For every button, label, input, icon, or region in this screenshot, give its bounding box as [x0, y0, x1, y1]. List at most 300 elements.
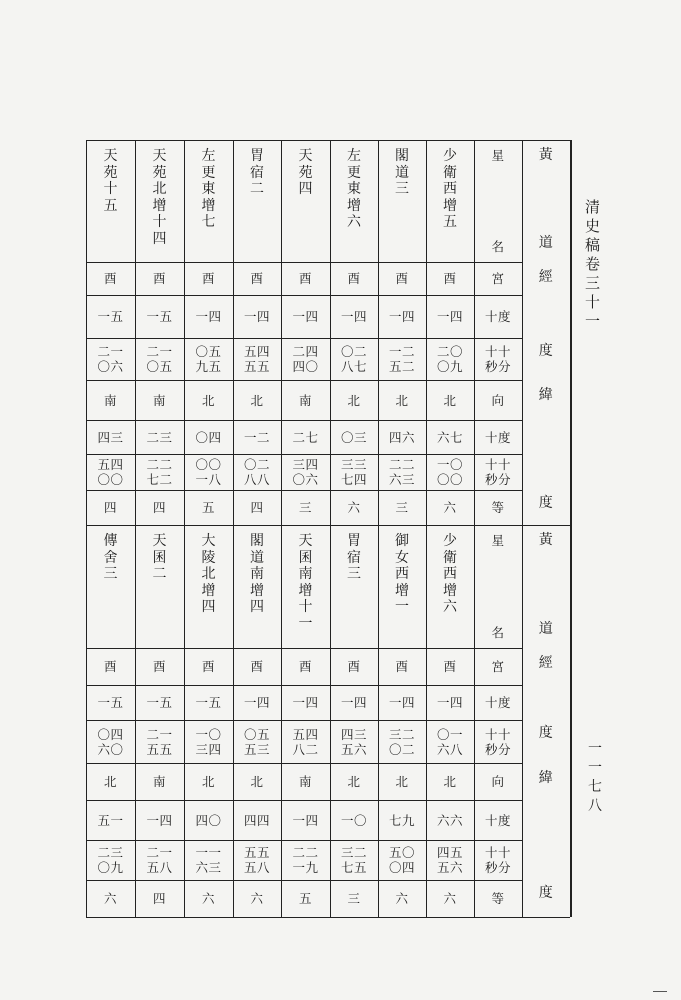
- star-name-char: 三: [347, 566, 361, 582]
- star-name: [378, 149, 426, 199]
- star-name-char: 二: [152, 566, 167, 582]
- minute-second-cell: [330, 338, 378, 380]
- magnitude-cell-text: 六: [201, 891, 215, 906]
- direction-cell: [281, 380, 330, 420]
- latitude-minute-second-cell: [184, 454, 233, 490]
- longitude-label-char: [522, 726, 570, 741]
- star-name-char: 衛: [443, 549, 457, 566]
- star-name-char: 左: [347, 148, 361, 164]
- ecliptic-label-char: [522, 236, 570, 251]
- star-name-char: 宿: [250, 164, 264, 181]
- star-name-char: 北: [201, 566, 216, 582]
- minute-second-cell-line: 二一: [97, 344, 124, 359]
- header-magnitude-cell: [474, 490, 522, 525]
- latitude-degree-cell: [86, 800, 135, 840]
- star-name-char: 天: [152, 148, 167, 164]
- star-name-char: 胃: [347, 533, 361, 549]
- direction-cell: [233, 763, 281, 800]
- header-direction-cell: [474, 763, 522, 800]
- latitude-minute-second-cell-line: 五五: [243, 845, 270, 860]
- magnitude-cell: [378, 490, 426, 525]
- header-line: 十十: [484, 845, 511, 860]
- table-rule: [86, 140, 522, 141]
- star-name-char: 胃: [250, 148, 264, 164]
- direction-cell-text: 北: [395, 774, 409, 789]
- minute-second-cell-line: 一二: [388, 344, 415, 359]
- star-name-char: 苑: [152, 164, 167, 181]
- star-name: [233, 534, 281, 617]
- star-name-header: [474, 533, 522, 640]
- latitude-minute-second-cell-line: 一八: [195, 472, 222, 487]
- star-name-char: 五: [443, 214, 457, 230]
- star-name-char: 增: [250, 582, 264, 599]
- latitude-degree-cell-text: 一〇: [340, 812, 367, 828]
- latitude-minute-second-cell-line: 〇〇: [97, 472, 124, 487]
- header-line: 十十: [484, 457, 511, 472]
- header-text: 宮: [491, 271, 505, 286]
- palace-cell: [86, 648, 135, 685]
- header-latitude-degree-cell: [474, 800, 522, 840]
- direction-cell: [184, 380, 233, 420]
- table-rule: [86, 525, 522, 526]
- latitude-minute-second-cell-line: 八八: [243, 472, 270, 487]
- degree-cell-text: 一四: [340, 309, 367, 324]
- star-name-char: 五: [103, 197, 118, 214]
- magnitude-cell-text: 六: [443, 500, 457, 515]
- magnitude-cell: [281, 490, 330, 525]
- palace-cell: [378, 648, 426, 685]
- latitude-minute-second-cell-line: 五八: [243, 860, 270, 875]
- palace-cell-text: 酉: [152, 659, 166, 674]
- magnitude-cell: [86, 490, 135, 525]
- latitude-minute-second-cell-line: 三二: [340, 845, 367, 860]
- star-name-char: 十: [298, 599, 313, 615]
- running-title-char: 一: [585, 312, 601, 330]
- header-degree-cell: [474, 685, 522, 720]
- palace-cell: [233, 262, 281, 295]
- palace-cell-text: 酉: [443, 271, 457, 286]
- header-line: 秒分: [484, 741, 511, 757]
- minute-second-cell-line: 九五: [195, 359, 222, 374]
- latitude-minute-second-cell-line: 五六: [436, 860, 463, 875]
- longitude-label-char-text: 度: [538, 343, 554, 359]
- header-line: 秒分: [484, 359, 511, 374]
- degree-cell-text: 一五: [146, 695, 173, 710]
- palace-cell-text: 酉: [103, 659, 117, 674]
- degree-cell-text: 一四: [292, 695, 319, 710]
- degree-cell-text: 一四: [436, 309, 463, 324]
- star-name-char: 南: [250, 566, 264, 582]
- minute-second-cell: [184, 720, 233, 763]
- star-name-char: 宿: [347, 549, 361, 566]
- palace-cell: [135, 648, 184, 685]
- latitude-label-char-text: 緯: [538, 770, 554, 786]
- minute-second-cell: [378, 338, 426, 380]
- latitude-label-char: [522, 496, 570, 511]
- latitude-minute-second-cell-line: 四五: [436, 845, 463, 860]
- minute-second-cell-line: 一〇: [195, 726, 222, 742]
- minute-second-cell: [281, 338, 330, 380]
- header-magnitude-cell: [474, 880, 522, 917]
- star-name: [330, 149, 378, 232]
- latitude-degree-cell: [378, 800, 426, 840]
- minute-second-cell-line: 〇五: [146, 359, 173, 374]
- latitude-degree-cell-text: 四四: [243, 812, 270, 828]
- header-minute-second-cell: [474, 720, 522, 763]
- header-text: 十度: [484, 812, 511, 828]
- palace-cell: [281, 262, 330, 295]
- star-name-char: 北: [152, 181, 167, 197]
- star-name-char: 三: [395, 181, 409, 197]
- direction-cell-text: 北: [250, 392, 264, 408]
- star-name-char: 舍: [103, 549, 118, 566]
- magnitude-cell: [426, 490, 474, 525]
- latitude-degree-cell: [135, 800, 184, 840]
- latitude-minute-second-cell-line: 〇〇: [195, 457, 222, 472]
- star-name-char: 傳: [103, 533, 118, 549]
- star-name-char: 四: [298, 181, 313, 197]
- latitude-minute-second-cell-line: 七二: [146, 472, 173, 487]
- table-rule: [522, 917, 570, 918]
- longitude-label-char: [522, 656, 570, 671]
- latitude-minute-second-cell-line: 二一: [146, 845, 173, 860]
- star-name-char: 增: [443, 197, 457, 214]
- palace-cell: [184, 648, 233, 685]
- header-direction-cell: [474, 380, 522, 420]
- latitude-minute-second-cell-line: 二二: [292, 845, 319, 860]
- degree-cell-text: 一五: [146, 309, 173, 324]
- ecliptic-label-char-text: 道: [538, 621, 554, 637]
- direction-cell: [281, 763, 330, 800]
- magnitude-cell-text: 六: [347, 500, 361, 515]
- direction-cell: [330, 763, 378, 800]
- palace-cell: [330, 262, 378, 295]
- minute-second-cell: [86, 338, 135, 380]
- star-name: [378, 534, 426, 617]
- degree-cell-text: 一四: [243, 695, 270, 710]
- minute-second-cell-line: 〇一: [436, 726, 463, 742]
- latitude-degree-cell: [184, 420, 233, 454]
- latitude-minute-second-cell: [135, 454, 184, 490]
- latitude-minute-second-cell-line: 一一: [195, 845, 222, 860]
- star-name-char: 少: [443, 148, 457, 164]
- direction-cell: [135, 763, 184, 800]
- palace-cell: [426, 648, 474, 685]
- latitude-minute-second-cell: [184, 840, 233, 880]
- direction-cell-text: 北: [395, 392, 409, 408]
- latitude-degree-cell: [135, 420, 184, 454]
- minute-second-cell-line: 八七: [340, 359, 367, 374]
- header-palace-cell: [474, 648, 522, 685]
- star-name-char: 囷: [152, 549, 167, 566]
- star-name-char: 大: [201, 533, 216, 549]
- running-title-char: 十: [585, 293, 601, 311]
- magnitude-cell: [281, 880, 330, 917]
- palace-cell-text: 酉: [298, 271, 312, 286]
- latitude-minute-second-cell: [233, 840, 281, 880]
- minute-second-cell-line: 六〇: [97, 741, 124, 757]
- latitude-minute-second-cell-line: 一〇: [436, 457, 463, 472]
- magnitude-cell: [378, 880, 426, 917]
- magnitude-cell-text: 四: [103, 500, 117, 515]
- latitude-degree-cell: [378, 420, 426, 454]
- star-name-char: 左: [201, 148, 216, 164]
- latitude-minute-second-cell: [330, 454, 378, 490]
- latitude-degree-cell-text: 一四: [146, 812, 173, 828]
- star-name-char: 南: [298, 566, 313, 582]
- longitude-label-char-text: 經: [538, 655, 554, 671]
- degree-cell-text: 一四: [243, 309, 270, 324]
- star-name-char: 道: [395, 164, 409, 181]
- star-name-char: 二: [250, 181, 264, 197]
- star-name-char: 一: [395, 599, 409, 615]
- minute-second-cell-line: 五三: [243, 741, 270, 757]
- degree-cell: [281, 685, 330, 720]
- minute-second-cell: [135, 338, 184, 380]
- header-line: 十十: [484, 344, 511, 359]
- latitude-minute-second-cell: [330, 840, 378, 880]
- palace-cell-text: 酉: [250, 659, 264, 674]
- latitude-minute-second-cell: [378, 454, 426, 490]
- minute-second-cell-line: 三二: [388, 726, 415, 742]
- direction-cell: [184, 763, 233, 800]
- direction-cell: [330, 380, 378, 420]
- degree-cell-text: 一五: [97, 695, 124, 710]
- star-name-char: 御: [395, 533, 409, 549]
- direction-cell-text: 北: [201, 392, 215, 408]
- star-name: [233, 149, 281, 199]
- star-name: [86, 534, 135, 584]
- magnitude-cell-text: 四: [250, 500, 264, 515]
- header-text: 十度: [484, 695, 511, 710]
- header-text: 等: [491, 500, 505, 515]
- star-name-char: 西: [443, 566, 457, 582]
- latitude-degree-cell-text: 四〇: [195, 812, 222, 828]
- star-name-char: 七: [201, 214, 216, 230]
- star-name: [86, 149, 135, 215]
- palace-cell: [378, 262, 426, 295]
- palace-cell-text: 酉: [250, 271, 264, 286]
- latitude-minute-second-cell: [426, 840, 474, 880]
- degree-cell: [184, 685, 233, 720]
- minute-second-cell-line: 八二: [292, 741, 319, 757]
- minute-second-cell: [184, 338, 233, 380]
- latitude-degree-cell: [184, 800, 233, 840]
- latitude-degree-cell-text: 六七: [436, 429, 463, 445]
- minute-second-cell-line: 六八: [436, 741, 463, 757]
- ecliptic-label-char-text: 道: [538, 235, 554, 251]
- minute-second-cell-line: 五四: [292, 726, 319, 742]
- page-number-char: 七: [588, 779, 602, 795]
- palace-cell-text: 酉: [201, 659, 215, 674]
- ecliptic-label-char: [522, 533, 570, 548]
- degree-cell: [330, 685, 378, 720]
- star-name-char: 苑: [103, 164, 118, 181]
- header-degree-cell: [474, 295, 522, 338]
- direction-cell-text: 北: [250, 774, 264, 789]
- star-name-char: 閣: [250, 533, 264, 549]
- header-latitude-minute-second-cell: [474, 840, 522, 880]
- latitude-degree-cell: [426, 420, 474, 454]
- minute-second-cell: [378, 720, 426, 763]
- star-name-char: 少: [443, 533, 457, 549]
- palace-cell-text: 酉: [443, 659, 457, 674]
- degree-cell: [86, 295, 135, 338]
- header-text: 十度: [484, 429, 511, 445]
- palace-cell-text: 酉: [152, 271, 166, 286]
- star-name-char: 十: [152, 214, 167, 230]
- star-name-char: 三: [103, 566, 118, 582]
- star-name-char: 增: [152, 197, 167, 214]
- star-name-header: [474, 148, 522, 254]
- latitude-label-char-text: 度: [538, 495, 554, 511]
- magnitude-cell: [184, 880, 233, 917]
- star-name-char: 增: [201, 197, 216, 214]
- latitude-minute-second-cell: [135, 840, 184, 880]
- direction-cell: [378, 763, 426, 800]
- magnitude-cell: [233, 490, 281, 525]
- latitude-label-char-text: 緯: [538, 387, 554, 403]
- palace-cell-text: 酉: [103, 271, 117, 286]
- latitude-degree-cell-text: 四三: [97, 429, 124, 445]
- longitude-label-char-text: 經: [538, 269, 554, 285]
- header-minute-second-cell: [474, 338, 522, 380]
- ecliptic-label-char: [522, 622, 570, 637]
- latitude-label-char: [522, 388, 570, 403]
- minute-second-cell-line: 五五: [243, 359, 270, 374]
- latitude-minute-second-cell-line: 五四: [97, 457, 124, 472]
- direction-cell: [426, 380, 474, 420]
- star-name-char: 苑: [298, 164, 313, 181]
- palace-cell: [426, 262, 474, 295]
- longitude-label-char: [522, 344, 570, 359]
- minute-second-cell-line: 二一: [146, 726, 173, 742]
- latitude-degree-cell: [233, 420, 281, 454]
- minute-second-cell-line: 五二: [388, 359, 415, 374]
- star-name-char: 女: [395, 549, 409, 566]
- star-name-char: 東: [201, 181, 216, 197]
- degree-cell: [233, 295, 281, 338]
- degree-cell-text: 一四: [340, 695, 367, 710]
- latitude-minute-second-cell-line: 一九: [292, 860, 319, 875]
- magnitude-cell-text: 六: [250, 891, 264, 906]
- direction-cell-text: 北: [347, 392, 361, 408]
- magnitude-cell-text: 五: [298, 891, 312, 906]
- latitude-degree-cell: [330, 800, 378, 840]
- degree-cell: [378, 295, 426, 338]
- degree-cell: [426, 295, 474, 338]
- degree-cell: [378, 685, 426, 720]
- magnitude-cell-text: 三: [395, 500, 409, 515]
- minute-second-cell: [426, 720, 474, 763]
- page-number-char: 一: [588, 741, 602, 757]
- palace-cell-text: 酉: [201, 271, 215, 286]
- latitude-minute-second-cell-line: 〇〇: [436, 472, 463, 487]
- minute-second-cell-line: 五四: [243, 344, 270, 359]
- table-rule: [86, 917, 522, 918]
- latitude-degree-cell-text: 五一: [97, 812, 124, 828]
- magnitude-cell-text: 三: [347, 891, 361, 906]
- magnitude-cell: [233, 880, 281, 917]
- star-name-char: 陵: [201, 549, 216, 566]
- latitude-minute-second-cell: [378, 840, 426, 880]
- direction-cell: [233, 380, 281, 420]
- star-name-char: 更: [347, 164, 361, 181]
- magnitude-cell-text: 六: [103, 891, 117, 906]
- magnitude-cell-text: 四: [152, 500, 166, 515]
- direction-cell: [86, 763, 135, 800]
- star-name-char: 閣: [395, 148, 409, 164]
- degree-cell: [233, 685, 281, 720]
- magnitude-cell: [184, 490, 233, 525]
- minute-second-cell-line: 二〇: [436, 344, 463, 359]
- palace-cell-text: 酉: [395, 271, 409, 286]
- direction-cell: [135, 380, 184, 420]
- direction-cell-text: 南: [152, 392, 166, 408]
- degree-cell: [135, 685, 184, 720]
- latitude-minute-second-cell-line: 〇四: [388, 860, 415, 875]
- latitude-degree-cell-text: 七九: [388, 812, 415, 828]
- star-name-char: 一: [298, 615, 313, 632]
- page-number-char: 八: [588, 798, 602, 814]
- minute-second-cell-line: 二一: [146, 344, 173, 359]
- header-line: 秒分: [484, 472, 511, 487]
- header-latitude-degree-cell: [474, 420, 522, 454]
- star-header-char: 星: [491, 533, 505, 548]
- latitude-minute-second-cell: [233, 454, 281, 490]
- latitude-minute-second-cell: [86, 454, 135, 490]
- minute-second-cell-line: 〇九: [436, 359, 463, 374]
- latitude-minute-second-cell-line: 三三: [340, 457, 367, 472]
- magnitude-cell-text: 五: [201, 500, 215, 515]
- star-name-char: 天: [298, 533, 313, 549]
- magnitude-cell: [135, 490, 184, 525]
- header-text: 向: [491, 392, 505, 408]
- table-border: [570, 140, 572, 525]
- header-text: 等: [491, 891, 505, 906]
- star-name: [135, 149, 184, 248]
- minute-second-cell-line: 二四: [292, 344, 319, 359]
- direction-cell-text: 北: [443, 392, 457, 408]
- magnitude-cell-text: 六: [443, 891, 457, 906]
- star-name: [184, 149, 233, 232]
- header-line: 十十: [484, 726, 511, 742]
- palace-cell-text: 酉: [395, 659, 409, 674]
- latitude-minute-second-cell-line: 五〇: [388, 845, 415, 860]
- star-name: [426, 149, 474, 232]
- column-rule: [522, 140, 523, 525]
- degree-cell-text: 一五: [97, 309, 124, 324]
- latitude-minute-second-cell-line: 〇二: [243, 457, 270, 472]
- longitude-label-char: [522, 270, 570, 285]
- latitude-minute-second-cell-line: 六三: [195, 860, 222, 875]
- magnitude-cell: [330, 880, 378, 917]
- longitude-label-char-text: 度: [538, 725, 554, 741]
- latitude-degree-cell-text: 一四: [292, 812, 319, 828]
- star-name-char: 六: [347, 214, 361, 230]
- star-name-char: 更: [201, 164, 216, 181]
- latitude-minute-second-cell: [281, 454, 330, 490]
- direction-cell-text: 南: [298, 392, 312, 408]
- minute-second-cell: [233, 720, 281, 763]
- latitude-degree-cell-text: 六六: [436, 812, 463, 828]
- star-name: [184, 534, 233, 617]
- minute-second-cell: [281, 720, 330, 763]
- star-name-char: 四: [250, 599, 264, 615]
- degree-cell: [135, 295, 184, 338]
- table-rule: [522, 525, 570, 526]
- minute-second-cell-line: 〇六: [97, 359, 124, 374]
